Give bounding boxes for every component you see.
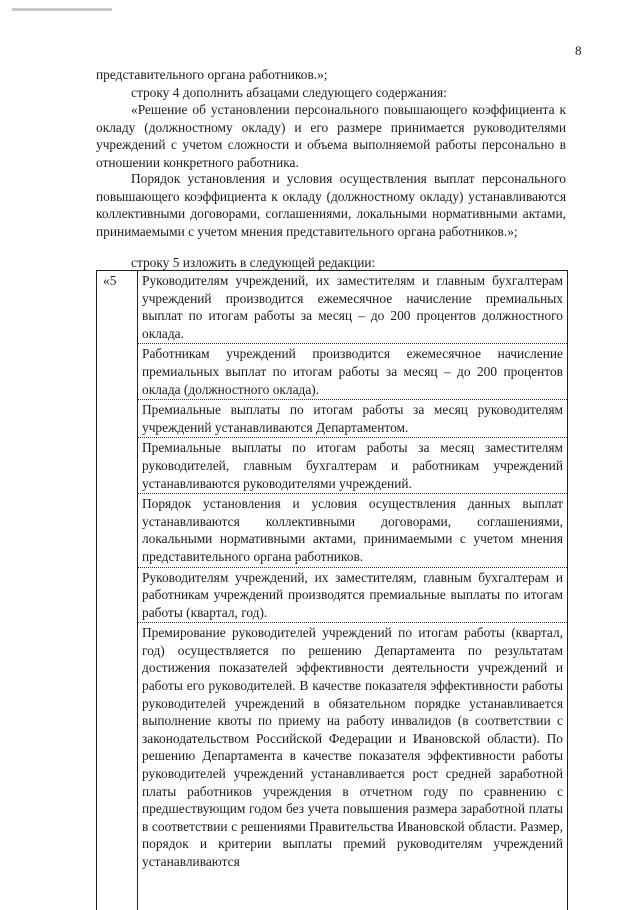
paragraph-row5-intro: строку 5 изложить в следующей редакции: (131, 255, 376, 270)
paragraph-row4-intro: строку 4 дополнить абзацами следующего содержания: (131, 85, 447, 100)
table-cell: Премирование руководителей учреждений по итогам работы (квартал, год) осуществляется по решению Департамента по результатам достижения показателей эффективности деятельности учреждений и работы его руководителей. В качестве показателя эффективности работы руководителей учреждений в обязательном порядке устанавливается выполнение квоты по приему на работу инвалидов (в соответствии с законодательством Российской Федерации и Ивановской области). По решению Департамента в качестве показателя эффективности работы руководителей учреждений устанавливается рост средней заработной платы работников учреждения в отчетном году по сравнению с предшествующим годом без учета повышения размера заработной платы в соответствии с решениями Правительства Ивановской области. Размер, порядок и критерии выплаты премий руководителям учреждений устанавливаются (142, 625, 563, 869)
paragraph-row4-text1: «Решение об установлении персонального повышающего коэффициента к окладу (должностному окладу) и его размере принимается руководителями учреждений с учетом сложности и объема выполняемой работы персонально в отношении конкретного работника. (96, 102, 566, 170)
paragraph-continuation: представительного органа работников.»; (96, 67, 328, 82)
scan-artifact (12, 8, 112, 11)
table-cell: Работникам учреждений производится ежемесячное начисление премиальных выплат по итогам работы за месяц – до 200 процентов оклада (должностного оклада). (138, 344, 567, 400)
row-number-column (97, 271, 138, 910)
page-number: 8 (575, 43, 582, 58)
table-cell: Премиальные выплаты по итогам работы за месяц руководителям учреждений устанавливаются Департаментом. (138, 400, 567, 438)
amendment-table (96, 270, 568, 910)
table-cell: Порядок установления и условия осуществления данных выплат устанавливаются коллективными договорами, соглашениями, локальными нормативными актами, принимаемыми с учетом мнения представительного органа работников. (138, 494, 567, 567)
table-cell: Руководителям учреждений, их заместителям, главным бухгалтерам и работникам учреждений производятся премиальные выплаты по итогам работы (квартал, год). (138, 568, 567, 624)
paragraph-row4-text2: Порядок установления и условия осуществления выплат персонального повышающего коэффициента к окладу (должностному окладу) устанавливаются коллективными договорами, соглашениями, локальными нормативными актами, принимаемыми с учетом мнения представительного органа работников.»; (96, 171, 566, 239)
table-content (138, 271, 567, 872)
table-cell: Руководителям учреждений, их заместителям и главным бухгалтерам учреждений производится ежемесячное начисление премиальных выплат по итогам работы за месяц – до 200 процентов должностного оклада. (138, 271, 567, 344)
row-number: «5 (103, 273, 117, 288)
table-cell: Премиальные выплаты по итогам работы за месяц заместителям руководителей, главным бухгалтерам и работникам учреждений устанавливаются руководителями учреждений. (138, 438, 567, 494)
